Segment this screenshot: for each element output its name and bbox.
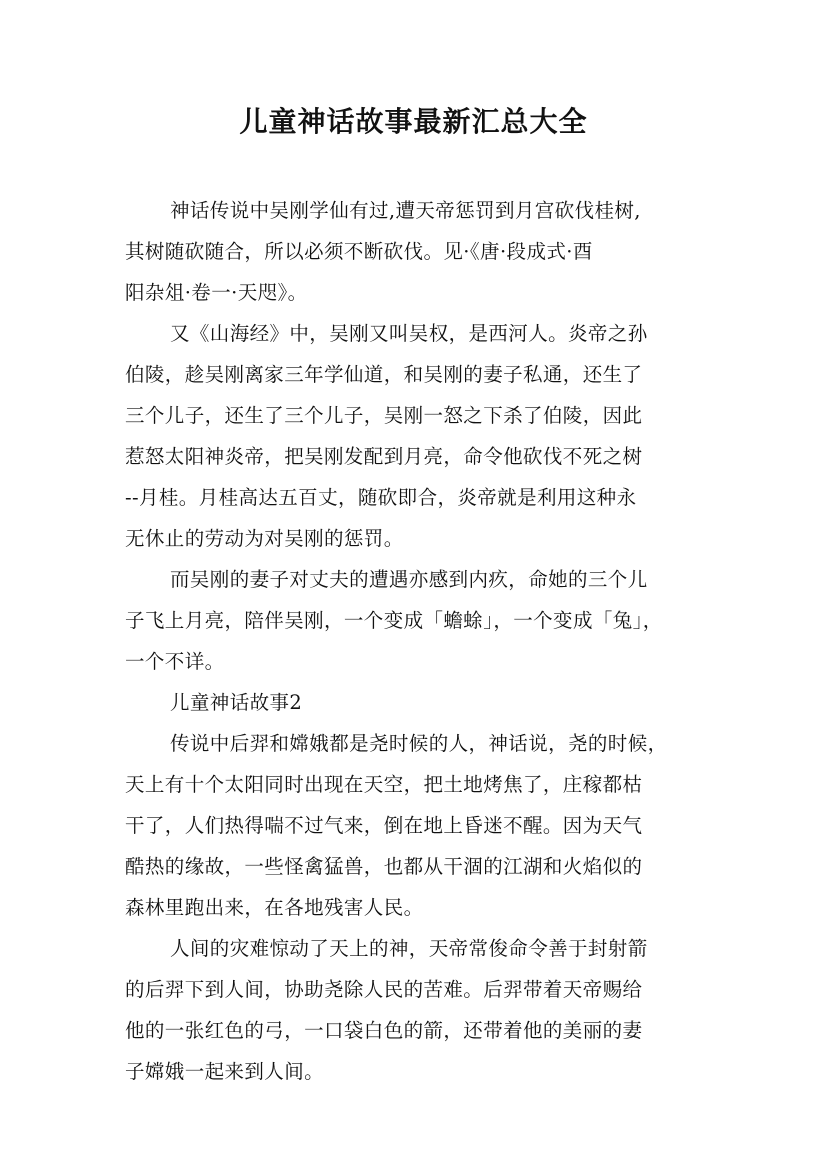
- paragraph-line: 森林里跑出来，在各地残害人民。: [125, 896, 424, 919]
- paragraph-line: 酷热的缘故，一些怪禽猛兽，也都从干涸的江湖和火焰似的: [125, 855, 643, 878]
- paragraph-line: 其树随砍随合，所以必须不断砍伐。见·《唐·段成式·酉: [125, 240, 593, 263]
- paragraph-line: 子飞上月亮，陪伴吴刚，一个变成「蟾蜍」，一个变成「兔」，: [125, 609, 663, 632]
- document-title: 儿童神话故事最新汇总大全: [239, 105, 588, 138]
- paragraph-line: 伯陵，趁吴刚离家三年学仙道，和吴刚的妻子私通，还生了: [125, 363, 643, 386]
- section-heading: 儿童神话故事2: [170, 691, 303, 714]
- document-body: [125, 190, 705, 1092]
- paragraph-line: 无休止的劳动为对吴刚的惩罚。: [125, 527, 404, 550]
- paragraph-line: 子嫦娥一起来到人间。: [125, 1060, 325, 1083]
- paragraph-line: 神话传说中吴刚学仙有过,遭天帝惩罚到月宫砍伐桂树,: [170, 199, 641, 222]
- paragraph-line: 又《山海经》中，吴刚又叫吴权，是西河人。炎帝之孙: [170, 322, 648, 345]
- paragraph-line: 人间的灾难惊动了天上的神，天帝常俊命令善于封射箭: [170, 937, 648, 960]
- paragraph-line: 传说中后羿和嫦娥都是尧时候的人，神话说，尧的时候，: [170, 732, 668, 755]
- paragraph-line: 三个儿子，还生了三个儿子，吴刚一怒之下杀了伯陵，因此: [125, 404, 643, 427]
- paragraph-line: 阳杂俎·卷一·天咫》。: [125, 281, 308, 304]
- paragraph-line: 而吴刚的妻子对丈夫的遭遇亦感到内疚，命她的三个儿: [170, 568, 648, 591]
- paragraph-line: 惹怒太阳神炎帝，把吴刚发配到月亮，命令他砍伐不死之树: [125, 445, 643, 468]
- paragraph-line: 一个不详。: [125, 650, 225, 673]
- paragraph-line: 的后羿下到人间，协助尧除人民的苦难。后羿带着天帝赐给: [125, 978, 643, 1001]
- paragraph-line: --月桂。月桂高达五百丈，随砍即合，炎帝就是利用这种永: [125, 486, 637, 509]
- paragraph-line: 干了，人们热得喘不过气来，倒在地上昏迷不醒。因为天气: [125, 814, 643, 837]
- paragraph-line: 他的一张红色的弓，一口袋白色的箭，还带着他的美丽的妻: [125, 1019, 643, 1042]
- paragraph-line: 天上有十个太阳同时出现在天空，把土地烤焦了，庄稼都枯: [125, 773, 643, 796]
